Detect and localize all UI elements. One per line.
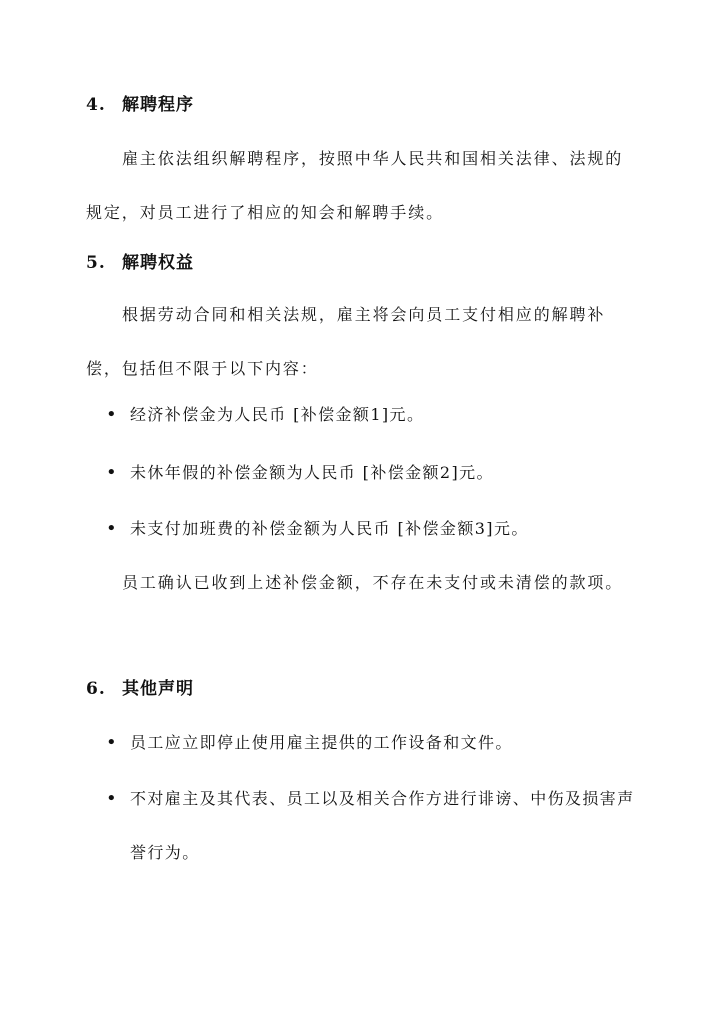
bullet-icon: •	[106, 788, 119, 809]
section-heading-6	[86, 674, 194, 699]
paragraph-text: 雇主依法组织解聘程序，按照中华人民共和国相关法律、法规的规定，对员工进行了相应的知会和解聘手续。	[86, 149, 624, 222]
list-item-text: 未支付加班费的补偿金额为人民币 [补偿金额3]元。	[130, 519, 529, 538]
bullet-icon: •	[106, 404, 119, 425]
list-item-text: 经济补偿金为人民币 [补偿金额1]元。	[130, 405, 425, 424]
section-paragraph	[86, 132, 634, 240]
section-closing	[86, 556, 634, 610]
bullet-icon: •	[106, 462, 119, 483]
list-item	[106, 446, 636, 500]
section-number: 5.	[86, 253, 106, 273]
section-title: 解聘程序	[122, 95, 194, 115]
section-number: 4.	[86, 95, 106, 115]
section-title: 其他声明	[122, 679, 194, 699]
paragraph-text: 根据劳动合同和相关法规，雇主将会向员工支付相应的解聘补偿，包括但不限于以下内容：	[86, 305, 606, 378]
section-heading-4	[86, 90, 194, 115]
list-item-text: 不对雇主及其代表、员工以及相关合作方进行诽谤、中伤及损害声誉行为。	[130, 789, 635, 862]
list-item	[106, 716, 636, 770]
list-item-text: 员工应立即停止使用雇主提供的工作设备和文件。	[130, 733, 513, 752]
list-item	[106, 388, 636, 442]
bullet-icon: •	[106, 518, 119, 539]
list-item	[106, 772, 636, 880]
bullet-icon: •	[106, 732, 119, 753]
section-number: 6.	[86, 679, 106, 699]
section-heading-5	[86, 248, 194, 273]
paragraph-text: 员工确认已收到上述补偿金额，不存在未支付或未清偿的款项。	[122, 573, 624, 592]
list-item	[106, 502, 636, 556]
section-paragraph	[86, 288, 634, 396]
list-item-text: 未休年假的补偿金额为人民币 [补偿金额2]元。	[130, 463, 494, 482]
section-title: 解聘权益	[122, 253, 194, 273]
